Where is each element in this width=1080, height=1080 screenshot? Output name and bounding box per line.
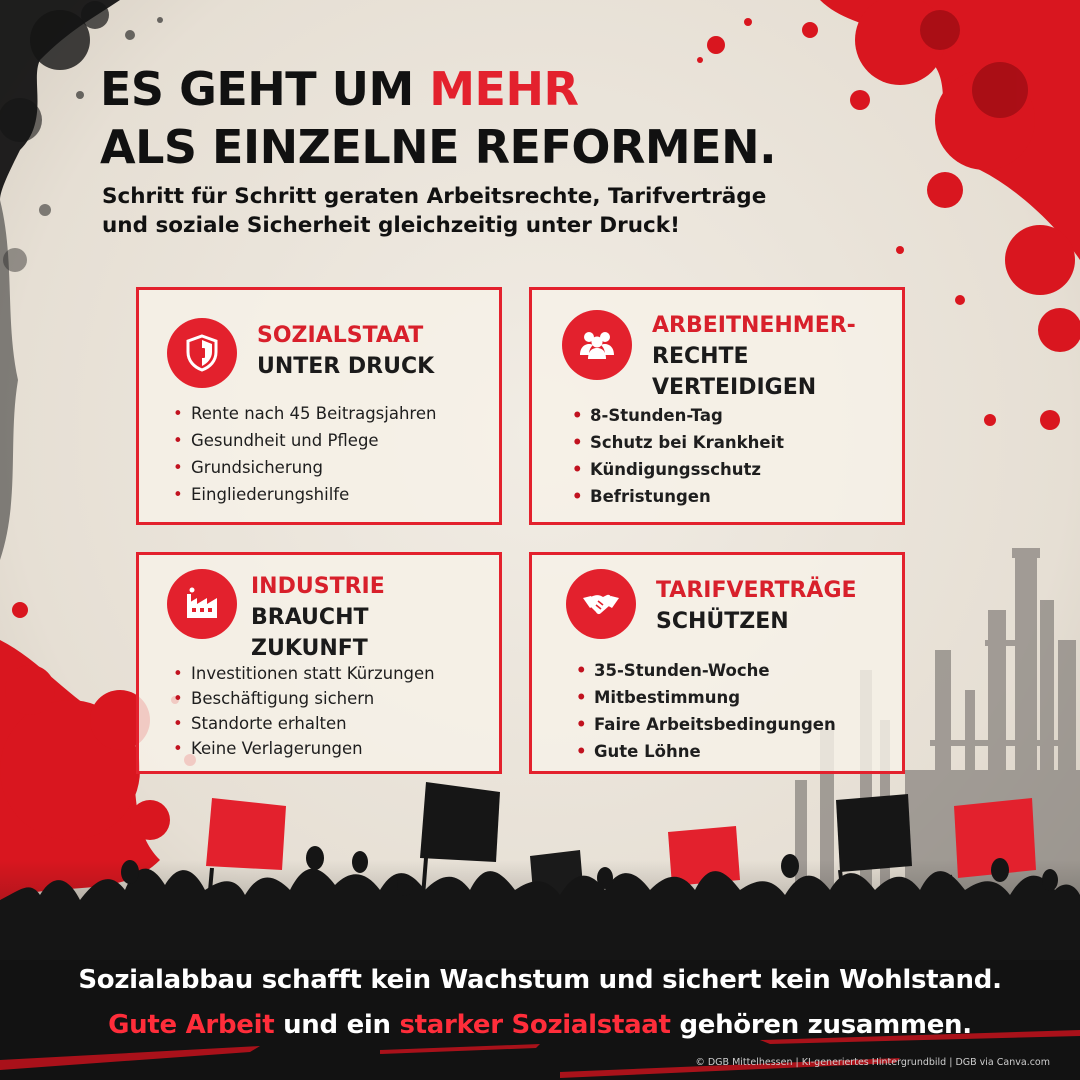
list-item: • Befristungen: [572, 483, 784, 510]
image-credits: © DGB Mittelhessen | KI-generiertes Hintergrundbild | DGB via Canva.com: [695, 1057, 1050, 1068]
list-item: • Faire Arbeitsbedingungen: [576, 711, 836, 738]
card-title: SOZIALSTAAT UNTER DRUCK: [257, 323, 435, 379]
card-list: [173, 661, 435, 761]
list-item: • Grundsicherung: [173, 454, 436, 481]
card-list: [572, 402, 784, 510]
shield-icon: [167, 318, 237, 388]
footer-statement: Sozialabbau schafft kein Wachstum und sichert kein Wohlstand.: [78, 965, 1002, 995]
footer-slogan: Gute Arbeit und ein starker Sozialstaat gehören zusammen.: [108, 1010, 972, 1040]
card-title: ARBEITNEHMER- RECHTE VERTEIDIGEN: [652, 313, 856, 400]
card-industrie: [136, 552, 502, 774]
headline: [100, 60, 776, 176]
card-title: TARIFVERTRÄGE SCHÜTZEN: [656, 578, 857, 634]
list-item: • Gute Löhne: [576, 738, 836, 765]
list-item: • Investitionen statt Kürzungen: [173, 661, 435, 686]
headline-accent: MEHR: [429, 62, 579, 116]
list-item: • Kündigungsschutz: [572, 456, 784, 483]
list-item: • Rente nach 45 Beitragsjahren: [173, 400, 436, 427]
card-arbeitnehmerrechte: [529, 287, 905, 525]
card-tarifvertraege: [529, 552, 905, 774]
list-item: • Mitbestimmung: [576, 684, 836, 711]
list-item: • Beschäftigung sichern: [173, 686, 435, 711]
list-item: • 35-Stunden-Woche: [576, 657, 836, 684]
card-title: INDUSTRIE BRAUCHT ZUKUNFT: [251, 574, 385, 661]
factory-icon: [167, 569, 237, 639]
subline: Schritt für Schritt geraten Arbeitsrechte, Tarifverträge und soziale Sicherheit gleichzeitig unter Druck!: [102, 184, 767, 238]
handshake-icon: [566, 569, 636, 639]
card-list: [173, 400, 436, 508]
list-item: • 8-Stunden-Tag: [572, 402, 784, 429]
card-list: [576, 657, 836, 765]
card-sozialstaat: [136, 287, 502, 525]
people-group-icon: [562, 310, 632, 380]
list-item: • Standorte erhalten: [173, 711, 435, 736]
list-item: • Gesundheit und Pflege: [173, 427, 436, 454]
list-item: • Eingliederungshilfe: [173, 481, 436, 508]
headline-line1: ES GEHT UM MEHR: [100, 62, 579, 116]
headline-line2: ALS EINZELNE REFORMEN.: [100, 120, 777, 174]
list-item: • Keine Verlagerungen: [173, 736, 435, 761]
list-item: • Schutz bei Krankheit: [572, 429, 784, 456]
